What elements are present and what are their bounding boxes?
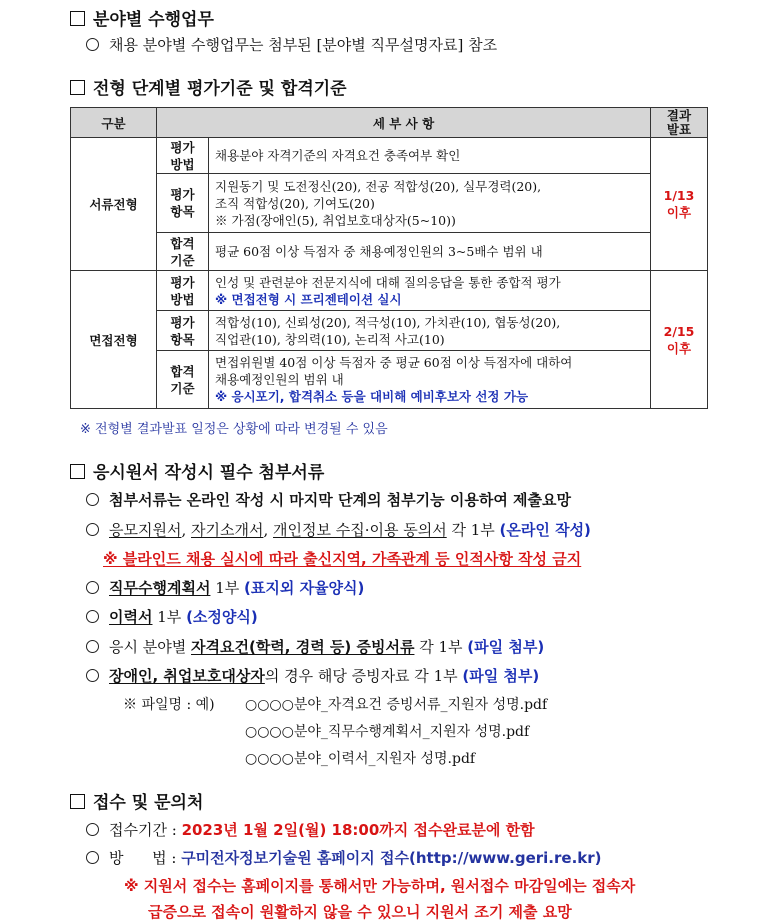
header-result: 결과 발표 (651, 108, 708, 138)
application-period: 접수기간 : 2023년 1월 2일(월) 18:00까지 접수완료분에 한함 (86, 819, 535, 840)
circle-bullet-icon (86, 640, 99, 653)
checkbox-square-icon (70, 464, 85, 479)
detail-cell: 면접위원별 40점 이상 득점자 중 평균 60점 이상 득점자에 대하여 채용예정인원의 범위 내 ※ 응시포기, 합격취소 등을 대비해 예비후보자 선정 가능 (209, 351, 651, 409)
table-row (71, 351, 708, 409)
application-method: 방 법 : 구미전자정보기술원 홈페이지 접수(http://www.geri.re.kr) (86, 847, 602, 868)
table-row (71, 138, 708, 174)
interview-label: 면접전형 (71, 271, 157, 409)
sub-label: 합격 기준 (157, 351, 209, 409)
checkbox-square-icon (70, 794, 85, 809)
documents-item-qualification: 응시 분야별 자격요건(학력, 경력 등) 증빙서류 각 1부 (파일 첨부) (86, 636, 544, 657)
detail-cell: 지원동기 및 도전정신(20), 전공 적합성(20), 실무경력(20), 조직 적합성(20), 기여도(20) ※ 가점(장애인(5), 취업보호대상자(5~10)) (209, 174, 651, 233)
table-row (71, 311, 708, 351)
table-row (71, 271, 708, 311)
blind-hiring-warning: ※ 블라인드 채용 실시에 따라 출신지역, 가족관계 등 인적사항 작성 금지 (103, 550, 582, 568)
circle-bullet-icon (86, 851, 99, 864)
filename-example: ○○○○분야_직무수행계획서_지원자 성명.pdf (245, 724, 530, 740)
documents-item-resume: 이력서 1부 (소정양식) (86, 606, 258, 627)
doc-result-date: 1/13 이후 (651, 138, 708, 271)
sub-label: 평가 방법 (157, 138, 209, 174)
circle-bullet-icon (86, 493, 99, 506)
circle-bullet-icon (86, 823, 99, 836)
header-details: 세 부 사 항 (157, 108, 651, 138)
sub-label: 평가 방법 (157, 271, 209, 311)
circle-bullet-icon (86, 38, 99, 51)
sub-label: 합격 기준 (157, 233, 209, 271)
table-row (71, 174, 708, 233)
checkbox-square-icon (70, 80, 85, 95)
criteria-table (70, 107, 708, 409)
circle-bullet-icon (86, 581, 99, 594)
sub-label: 평가 항목 (157, 174, 209, 233)
detail-cell: 적합성(10), 신뢰성(20), 적극성(10), 가치관(10), 협동성(20), 직업관(10), 창의력(10), 논리적 사고(10) (209, 311, 651, 351)
section-heading-duties: 분야별 수행업무 (70, 5, 214, 30)
section-heading-criteria: 전형 단계별 평가기준 및 합격기준 (70, 74, 347, 99)
duties-item: 채용 분야별 수행업무는 첨부된 [분야별 직무설명자료] 참조 (86, 34, 497, 55)
documents-item-online: 응모지원서, 자기소개서, 개인정보 수집·이용 동의서 각 1부 (온라인 작성) (86, 519, 591, 540)
section-heading-documents: 응시원서 작성시 필수 첨부서류 (70, 458, 324, 483)
section-heading-contact: 접수 및 문의처 (70, 788, 203, 813)
table-row (71, 233, 708, 271)
filename-example: ○○○○분야_자격요건 증빙서류_지원자 성명.pdf (245, 697, 548, 713)
documents-item-disability: 장애인, 취업보호대상자의 경우 해당 증빙자료 각 1부 (파일 첨부) (86, 665, 539, 686)
filename-label: ※ 파일명 : 예) (123, 697, 215, 713)
circle-bullet-icon (86, 669, 99, 682)
doc-screening-label: 서류전형 (71, 138, 157, 271)
detail-cell: 인성 및 관련분야 전문지식에 대해 질의응답을 통한 종합적 평가 ※ 면접전형 시 프리젠테이션 실시 (209, 271, 651, 311)
header-category: 구분 (71, 108, 157, 138)
result-schedule-note: ※ 전형별 결과발표 일정은 상황에 따라 변경될 수 있음 (80, 422, 388, 437)
table-header-row (71, 108, 708, 138)
interview-result-date: 2/15 이후 (651, 271, 708, 409)
submission-warning-line2: 급증으로 접속이 원활하지 않을 수 있으니 지원서 조기 제출 요망 (148, 903, 572, 921)
detail-cell: 채용분야 자격기준의 자격요건 충족여부 확인 (209, 138, 651, 174)
detail-cell: 평균 60점 이상 득점자 중 채용예정인원의 3~5배수 범위 내 (209, 233, 651, 271)
documents-item-plan: 직무수행계획서 1부 (표지외 자율양식) (86, 577, 364, 598)
sub-label: 평가 항목 (157, 311, 209, 351)
filename-example: ○○○○분야_이력서_지원자 성명.pdf (245, 751, 476, 767)
circle-bullet-icon (86, 523, 99, 536)
documents-item-attach: 첨부서류는 온라인 작성 시 마지막 단계의 첨부기능 이용하여 제출요망 (86, 489, 571, 510)
circle-bullet-icon (86, 610, 99, 623)
submission-warning-line1: ※ 지원서 접수는 홈페이지를 통해서만 가능하며, 원서접수 마감일에는 접속자 (124, 877, 636, 895)
checkbox-square-icon (70, 11, 85, 26)
